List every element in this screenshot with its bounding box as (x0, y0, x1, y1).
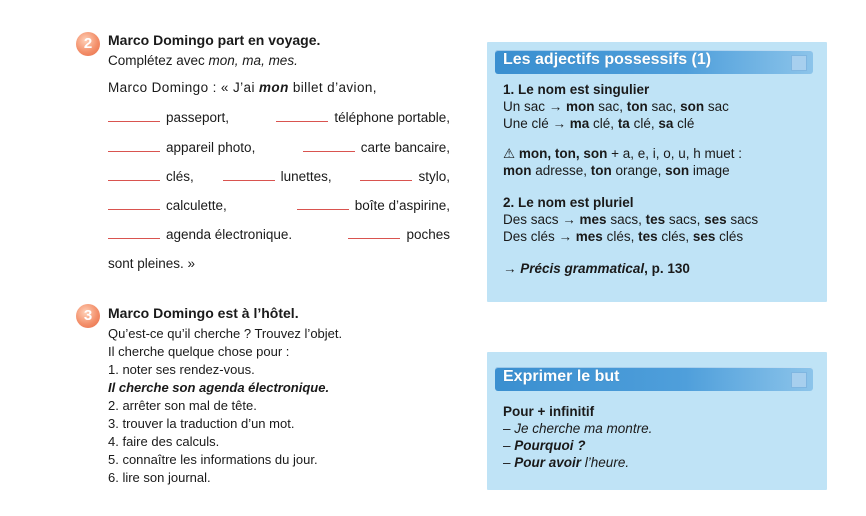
exercise-3-instruction: Qu’est-ce qu’il cherche ? Trouvez l’objet. (108, 326, 343, 341)
singular-line-2 (503, 116, 694, 131)
purpose-example-1 (503, 421, 652, 436)
row-word: boîte d’aspirine, (354, 198, 450, 213)
plural-line-1 (503, 212, 758, 227)
line1-pre: Marco Domingo : « J’ai (108, 80, 260, 95)
t: sacs, (665, 212, 705, 227)
t: clé, (589, 116, 618, 131)
purpose-example-3 (503, 455, 629, 470)
exercise-2-instruction (108, 53, 298, 68)
t: son (665, 163, 690, 178)
exercise-2-badge: 2 (76, 32, 100, 56)
t: Des sacs → (503, 212, 580, 227)
fill-row-1 (108, 110, 450, 128)
grammar-box-purpose (487, 352, 827, 490)
blank-field[interactable] (108, 170, 160, 181)
blank-field[interactable] (108, 111, 160, 122)
t: ta (617, 116, 630, 131)
exercise-3-title: Marco Domingo est à l’hôtel. (108, 305, 299, 321)
plural-line-2 (503, 229, 743, 244)
blank-field[interactable] (303, 141, 355, 152)
reference-page: , p. 130 (644, 261, 690, 276)
row-word: carte bancaire, (360, 140, 450, 155)
t: sac, (594, 99, 627, 114)
t: sac (704, 99, 729, 114)
t: sac, (647, 99, 681, 114)
instruction-text: Complétez avec (108, 53, 209, 68)
t: mon (566, 99, 595, 114)
warning-text: ⚠ mon, ton, son (503, 146, 608, 161)
grammar-reference (503, 261, 690, 276)
exercise-3-item: 4. faire des calculs. (108, 434, 220, 449)
box-banner (495, 367, 813, 391)
purpose-rule: Pour + infinitif (503, 404, 595, 419)
t: orange, (611, 163, 666, 178)
dash: – (503, 438, 515, 453)
exercise-3-item: 5. connaître les informations du jour. (108, 452, 318, 467)
blank-field[interactable] (108, 141, 160, 152)
t: tes (638, 229, 658, 244)
warning-line-1 (503, 146, 742, 162)
section-2-title: 2. Le nom est pluriel (503, 195, 634, 210)
line1-bold: mon (259, 80, 289, 95)
reference-title: Précis grammatical (520, 261, 645, 276)
section-1-title: 1. Le nom est singulier (503, 82, 650, 97)
t: ton (590, 163, 612, 178)
fill-row-5 (108, 227, 450, 245)
t: ses (704, 212, 727, 227)
t: Une clé → (503, 116, 570, 131)
t: Un sac → (503, 99, 567, 114)
row-word: téléphone portable, (334, 110, 450, 125)
dash: – (503, 421, 515, 436)
exercise-3-item: 2. arrêter son mal de tête. (108, 398, 257, 413)
exercise-3-item: 3. trouver la traduction d’un mot. (108, 416, 295, 431)
row-word: calculette, (166, 198, 227, 213)
blank-field[interactable] (348, 228, 400, 239)
t: clé (673, 116, 695, 131)
t: adresse, (531, 163, 591, 178)
t: ma (569, 116, 590, 131)
exercise-2-title: Marco Domingo part en voyage. (108, 32, 321, 48)
blank-field[interactable] (297, 199, 349, 210)
row-word: stylo, (418, 169, 450, 184)
banner-square-icon (791, 55, 807, 71)
t: Je cherche ma montre. (514, 421, 653, 436)
purpose-example-2 (503, 438, 586, 453)
t: sacs, (606, 212, 646, 227)
t: Des clés → (503, 229, 576, 244)
blank-field[interactable] (360, 170, 412, 181)
grammar-box-possessive (487, 42, 827, 302)
row-word: agenda électronique. (166, 227, 293, 242)
blank-field[interactable] (108, 199, 160, 210)
exercise-2-line-1 (108, 80, 450, 95)
exercise-3-item: 6. lire son journal. (108, 470, 211, 485)
t: son (680, 99, 705, 114)
blank-field[interactable] (276, 111, 328, 122)
t: mon (503, 163, 532, 178)
exercise-2-closing: sont pleines. » (108, 256, 196, 271)
fill-row-4 (108, 198, 450, 216)
t: image (689, 163, 730, 178)
exercise-3-badge: 3 (76, 304, 100, 328)
t: l’heure. (581, 455, 630, 470)
t: clés (715, 229, 744, 244)
banner-square-icon (791, 372, 807, 388)
fill-row-3 (108, 169, 450, 187)
singular-line-1 (503, 99, 729, 114)
row-word: appareil photo, (166, 140, 256, 155)
box-heading: Exprimer le but (503, 368, 620, 385)
blank-field[interactable] (223, 170, 275, 181)
exercise-3-item-1: 1. noter ses rendez-vous. (108, 362, 255, 377)
row-word: clés, (166, 169, 194, 184)
row-word: poches (406, 227, 450, 242)
arrow: → (503, 261, 521, 276)
t: sa (658, 116, 674, 131)
t: ton (626, 99, 648, 114)
t: mes (579, 212, 607, 227)
instruction-words: mon, ma, mes. (208, 53, 298, 68)
box-heading: Les adjectifs possessifs (1) (503, 51, 712, 68)
line1-post: billet d’avion, (288, 80, 377, 95)
t: clés, (602, 229, 639, 244)
fill-row-2 (108, 140, 450, 158)
t: clés, (657, 229, 693, 244)
exercise-3-intro: Il cherche quelque chose pour : (108, 344, 290, 359)
t: clé, (629, 116, 659, 131)
t: sacs (726, 212, 759, 227)
t: + a, e, i, o, u, h muet : (607, 146, 743, 161)
t: ses (692, 229, 716, 244)
t: tes (645, 212, 666, 227)
dash: – (503, 455, 515, 470)
t: Pourquoi ? (514, 438, 586, 453)
box-banner (495, 50, 813, 74)
exercise-3-answer: Il cherche son agenda électronique. (108, 380, 330, 395)
blank-field[interactable] (108, 228, 160, 239)
t: mes (575, 229, 603, 244)
t: Pour avoir (514, 455, 582, 470)
row-word: lunettes, (280, 169, 332, 184)
row-word: passeport, (166, 110, 230, 125)
warning-line-2 (503, 163, 730, 178)
